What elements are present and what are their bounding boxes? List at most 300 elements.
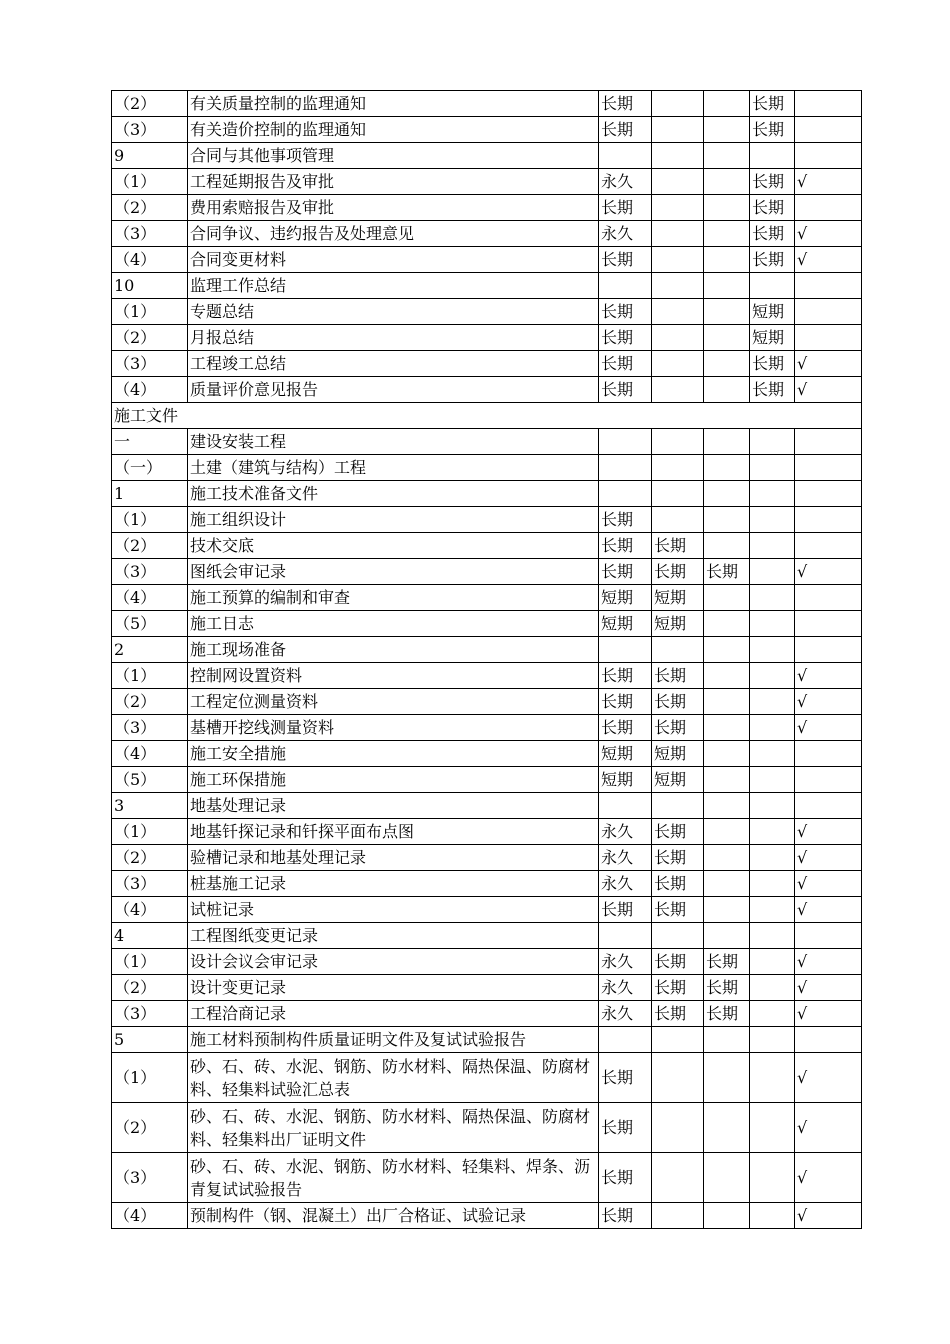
row-number: （2） — [112, 195, 188, 221]
retention-period-cell — [704, 611, 750, 637]
document-title: 施工材料预制构件质量证明文件及复试试验报告 — [188, 1027, 599, 1053]
retention-period-cell: 长期 — [750, 247, 795, 273]
archive-check-mark — [795, 507, 862, 533]
row-number: （1） — [112, 949, 188, 975]
retention-period-cell: 长期 — [599, 299, 652, 325]
row-number: （3） — [112, 1153, 188, 1203]
retention-period-cell — [652, 507, 704, 533]
retention-period-cell — [750, 715, 795, 741]
document-title: 工程竣工总结 — [188, 351, 599, 377]
retention-period-cell — [704, 1027, 750, 1053]
archive-check-mark: √ — [795, 845, 862, 871]
archive-check-mark — [795, 91, 862, 117]
archive-check-mark: √ — [795, 559, 862, 585]
table-row — [112, 1203, 862, 1229]
table-row — [112, 1027, 862, 1053]
retention-period-cell: 长期 — [704, 1001, 750, 1027]
row-number: （1） — [112, 507, 188, 533]
retention-period-cell — [599, 429, 652, 455]
table-row — [112, 221, 862, 247]
document-title: 施工技术准备文件 — [188, 481, 599, 507]
retention-period-cell — [704, 1203, 750, 1229]
archive-check-mark — [795, 481, 862, 507]
retention-period-cell — [750, 975, 795, 1001]
retention-period-cell: 短期 — [599, 611, 652, 637]
retention-period-cell — [704, 793, 750, 819]
retention-period-cell: 长期 — [750, 221, 795, 247]
table-row — [112, 767, 862, 793]
row-number: （5） — [112, 611, 188, 637]
retention-period-cell — [704, 221, 750, 247]
archive-check-mark — [795, 585, 862, 611]
table-row — [112, 1053, 862, 1103]
archive-check-mark — [795, 429, 862, 455]
table-row — [112, 299, 862, 325]
retention-period-cell: 永久 — [599, 169, 652, 195]
table-row — [112, 1153, 862, 1203]
table-row — [112, 585, 862, 611]
retention-period-cell — [750, 741, 795, 767]
retention-period-cell — [652, 923, 704, 949]
retention-period-cell — [599, 455, 652, 481]
archive-check-mark: √ — [795, 871, 862, 897]
table-row — [112, 377, 862, 403]
row-number: （4） — [112, 377, 188, 403]
document-title: 施工组织设计 — [188, 507, 599, 533]
retention-period-cell: 长期 — [652, 949, 704, 975]
archive-check-mark: √ — [795, 663, 862, 689]
retention-period-cell — [750, 845, 795, 871]
row-number: （1） — [112, 299, 188, 325]
row-number: 1 — [112, 481, 188, 507]
table-row — [112, 1103, 862, 1153]
document-title: 土建（建筑与结构）工程 — [188, 455, 599, 481]
retention-period-cell: 长期 — [704, 975, 750, 1001]
row-number: （一） — [112, 455, 188, 481]
document-title: 桩基施工记录 — [188, 871, 599, 897]
archive-check-mark: √ — [795, 715, 862, 741]
retention-period-cell — [704, 143, 750, 169]
retention-period-cell: 长期 — [599, 195, 652, 221]
retention-period-cell — [652, 247, 704, 273]
retention-period-cell — [599, 1027, 652, 1053]
retention-period-cell — [652, 377, 704, 403]
row-number: （4） — [112, 247, 188, 273]
retention-period-cell — [704, 637, 750, 663]
retention-period-cell — [750, 1053, 795, 1103]
archive-check-mark — [795, 741, 862, 767]
retention-period-cell — [704, 663, 750, 689]
document-title: 质量评价意见报告 — [188, 377, 599, 403]
row-number: （3） — [112, 871, 188, 897]
row-number: （2） — [112, 1103, 188, 1153]
archive-check-mark — [795, 533, 862, 559]
retention-period-cell — [652, 299, 704, 325]
table-row — [112, 845, 862, 871]
table-row — [112, 351, 862, 377]
document-title: 合同变更材料 — [188, 247, 599, 273]
retention-period-cell: 长期 — [599, 533, 652, 559]
archive-check-mark: √ — [795, 247, 862, 273]
document-title: 有关质量控制的监理通知 — [188, 91, 599, 117]
retention-period-cell: 短期 — [652, 611, 704, 637]
retention-period-cell — [704, 689, 750, 715]
retention-period-cell: 长期 — [750, 117, 795, 143]
row-number: 9 — [112, 143, 188, 169]
section-heading: 施工文件 — [112, 403, 862, 429]
archive-check-mark: √ — [795, 689, 862, 715]
table-row — [112, 117, 862, 143]
table-row — [112, 637, 862, 663]
retention-period-cell — [750, 689, 795, 715]
document-title: 预制构件（钢、混凝土）出厂合格证、试验记录 — [188, 1203, 599, 1229]
document-title: 设计变更记录 — [188, 975, 599, 1001]
retention-period-cell — [704, 741, 750, 767]
retention-period-cell — [704, 273, 750, 299]
archive-check-mark: √ — [795, 897, 862, 923]
row-number: （3） — [112, 1001, 188, 1027]
retention-period-cell: 长期 — [652, 663, 704, 689]
retention-period-cell — [750, 1027, 795, 1053]
retention-period-cell — [750, 559, 795, 585]
retention-period-cell — [652, 117, 704, 143]
retention-period-cell — [750, 1203, 795, 1229]
retention-period-cell — [599, 637, 652, 663]
archive-check-mark: √ — [795, 1203, 862, 1229]
retention-period-cell — [652, 637, 704, 663]
retention-period-cell — [704, 507, 750, 533]
archive-check-mark: √ — [795, 169, 862, 195]
row-number: 一 — [112, 429, 188, 455]
retention-period-cell — [750, 871, 795, 897]
retention-period-cell — [652, 273, 704, 299]
retention-period-cell: 短期 — [599, 741, 652, 767]
table-row — [112, 741, 862, 767]
retention-period-cell — [704, 325, 750, 351]
archive-check-mark — [795, 143, 862, 169]
table-row — [112, 611, 862, 637]
table-row — [112, 819, 862, 845]
retention-period-cell — [652, 91, 704, 117]
retention-period-cell: 长期 — [599, 715, 652, 741]
document-title: 施工预算的编制和审查 — [188, 585, 599, 611]
retention-period-cell: 永久 — [599, 819, 652, 845]
retention-period-cell — [652, 1203, 704, 1229]
table-row — [112, 273, 862, 299]
retention-period-cell — [704, 1153, 750, 1203]
document-title: 工程图纸变更记录 — [188, 923, 599, 949]
retention-period-cell — [704, 845, 750, 871]
document-title: 验槽记录和地基处理记录 — [188, 845, 599, 871]
retention-period-cell — [750, 273, 795, 299]
retention-period-cell: 长期 — [599, 1103, 652, 1153]
retention-period-cell — [599, 273, 652, 299]
row-number: 2 — [112, 637, 188, 663]
archive-check-mark — [795, 793, 862, 819]
row-number: （4） — [112, 741, 188, 767]
retention-period-cell: 永久 — [599, 975, 652, 1001]
retention-period-cell — [750, 793, 795, 819]
document-title: 基槽开挖线测量资料 — [188, 715, 599, 741]
retention-period-cell: 永久 — [599, 845, 652, 871]
document-title: 工程延期报告及审批 — [188, 169, 599, 195]
retention-period-cell: 长期 — [750, 351, 795, 377]
archive-check-mark: √ — [795, 351, 862, 377]
archive-check-mark: √ — [795, 1053, 862, 1103]
retention-period-cell: 长期 — [652, 819, 704, 845]
retention-period-cell — [704, 1053, 750, 1103]
document-title: 专题总结 — [188, 299, 599, 325]
document-title: 图纸会审记录 — [188, 559, 599, 585]
retention-period-cell — [750, 533, 795, 559]
retention-period-cell — [652, 1027, 704, 1053]
document-title: 施工安全措施 — [188, 741, 599, 767]
retention-period-cell — [704, 351, 750, 377]
retention-period-cell — [704, 923, 750, 949]
table-row — [112, 715, 862, 741]
document-title: 月报总结 — [188, 325, 599, 351]
row-number: 3 — [112, 793, 188, 819]
document-title: 工程洽商记录 — [188, 1001, 599, 1027]
document-title: 砂、石、砖、水泥、钢筋、防水材料、隔热保温、防腐材料、轻集料试验汇总表 — [188, 1053, 599, 1103]
archive-retention-table — [111, 90, 862, 1229]
document-title: 工程定位测量资料 — [188, 689, 599, 715]
retention-period-cell: 长期 — [599, 897, 652, 923]
row-number: （3） — [112, 351, 188, 377]
table-row — [112, 247, 862, 273]
retention-period-cell: 长期 — [704, 559, 750, 585]
table-row — [112, 455, 862, 481]
table-row — [112, 169, 862, 195]
retention-period-cell: 长期 — [652, 559, 704, 585]
retention-period-cell — [704, 767, 750, 793]
archive-check-mark: √ — [795, 377, 862, 403]
retention-period-cell — [750, 663, 795, 689]
retention-period-cell — [750, 143, 795, 169]
retention-period-cell: 长期 — [652, 533, 704, 559]
retention-period-cell — [652, 793, 704, 819]
archive-check-mark — [795, 195, 862, 221]
table-row — [112, 325, 862, 351]
document-title: 合同与其他事项管理 — [188, 143, 599, 169]
row-number: （5） — [112, 767, 188, 793]
retention-period-cell: 永久 — [599, 871, 652, 897]
retention-period-cell: 短期 — [750, 325, 795, 351]
table-row — [112, 663, 862, 689]
retention-period-cell: 长期 — [652, 1001, 704, 1027]
archive-check-mark: √ — [795, 975, 862, 1001]
archive-check-mark: √ — [795, 1001, 862, 1027]
retention-period-cell — [652, 1053, 704, 1103]
retention-period-cell: 长期 — [652, 897, 704, 923]
retention-period-cell — [652, 351, 704, 377]
retention-period-cell — [599, 793, 652, 819]
retention-period-cell — [652, 1153, 704, 1203]
archive-check-mark: √ — [795, 819, 862, 845]
document-title: 技术交底 — [188, 533, 599, 559]
retention-period-cell: 长期 — [750, 377, 795, 403]
retention-period-cell — [750, 481, 795, 507]
document-title: 控制网设置资料 — [188, 663, 599, 689]
retention-period-cell: 永久 — [599, 1001, 652, 1027]
archive-check-mark — [795, 273, 862, 299]
document-title: 砂、石、砖、水泥、钢筋、防水材料、轻集料、焊条、沥青复试试验报告 — [188, 1153, 599, 1203]
table-row — [112, 429, 862, 455]
archive-check-mark — [795, 455, 862, 481]
retention-period-cell: 长期 — [599, 325, 652, 351]
table-row — [112, 91, 862, 117]
document-title: 设计会议会审记录 — [188, 949, 599, 975]
retention-period-cell — [704, 169, 750, 195]
table-row — [112, 481, 862, 507]
retention-period-cell — [750, 767, 795, 793]
table-row — [112, 1001, 862, 1027]
table-row — [112, 143, 862, 169]
document-title: 地基钎探记录和钎探平面布点图 — [188, 819, 599, 845]
document-title: 建设安装工程 — [188, 429, 599, 455]
retention-period-cell: 长期 — [704, 949, 750, 975]
retention-period-cell — [750, 585, 795, 611]
row-number: 5 — [112, 1027, 188, 1053]
retention-period-cell — [704, 715, 750, 741]
document-title: 砂、石、砖、水泥、钢筋、防水材料、隔热保温、防腐材料、轻集料出厂证明文件 — [188, 1103, 599, 1153]
row-number: （1） — [112, 819, 188, 845]
retention-period-cell: 长期 — [599, 377, 652, 403]
document-title: 地基处理记录 — [188, 793, 599, 819]
retention-period-cell — [704, 871, 750, 897]
table-row — [112, 897, 862, 923]
retention-period-cell: 长期 — [599, 117, 652, 143]
row-number: （2） — [112, 975, 188, 1001]
retention-period-cell — [652, 221, 704, 247]
retention-period-cell — [750, 949, 795, 975]
row-number: （2） — [112, 845, 188, 871]
retention-period-cell — [599, 923, 652, 949]
retention-period-cell — [704, 1103, 750, 1153]
retention-period-cell: 短期 — [652, 585, 704, 611]
document-title: 试桩记录 — [188, 897, 599, 923]
retention-period-cell: 长期 — [599, 1153, 652, 1203]
row-number: （2） — [112, 689, 188, 715]
retention-period-cell — [704, 377, 750, 403]
row-number: （3） — [112, 117, 188, 143]
row-number: （3） — [112, 715, 188, 741]
retention-period-cell: 长期 — [652, 715, 704, 741]
row-number: （1） — [112, 1053, 188, 1103]
archive-check-mark: √ — [795, 221, 862, 247]
retention-period-cell — [704, 481, 750, 507]
archive-check-mark: √ — [795, 1153, 862, 1203]
retention-period-cell — [704, 533, 750, 559]
retention-period-cell — [704, 897, 750, 923]
document-title: 施工日志 — [188, 611, 599, 637]
table-row — [112, 975, 862, 1001]
row-number: （1） — [112, 663, 188, 689]
retention-period-cell: 短期 — [652, 767, 704, 793]
retention-period-cell — [599, 143, 652, 169]
row-number: （2） — [112, 91, 188, 117]
retention-period-cell — [704, 429, 750, 455]
retention-period-cell — [599, 481, 652, 507]
retention-period-cell: 长期 — [599, 689, 652, 715]
retention-period-cell: 长期 — [750, 91, 795, 117]
row-number: （2） — [112, 325, 188, 351]
document-title: 费用索赔报告及审批 — [188, 195, 599, 221]
retention-period-cell: 短期 — [599, 767, 652, 793]
retention-period-cell — [750, 819, 795, 845]
retention-period-cell — [704, 585, 750, 611]
archive-check-mark — [795, 1027, 862, 1053]
row-number: （1） — [112, 169, 188, 195]
retention-period-cell: 长期 — [750, 169, 795, 195]
retention-period-cell: 长期 — [652, 871, 704, 897]
retention-period-cell: 长期 — [599, 1053, 652, 1103]
row-number: （4） — [112, 1203, 188, 1229]
retention-period-cell: 长期 — [599, 91, 652, 117]
retention-period-cell: 长期 — [652, 975, 704, 1001]
row-number: 10 — [112, 273, 188, 299]
retention-period-cell — [750, 923, 795, 949]
retention-period-cell — [750, 1001, 795, 1027]
row-number: （2） — [112, 533, 188, 559]
retention-period-cell — [750, 1103, 795, 1153]
archive-check-mark — [795, 611, 862, 637]
row-number: （4） — [112, 897, 188, 923]
table-row — [112, 559, 862, 585]
table-row — [112, 923, 862, 949]
retention-period-cell: 永久 — [599, 221, 652, 247]
table-row — [112, 871, 862, 897]
retention-period-cell: 长期 — [599, 351, 652, 377]
document-title: 合同争议、违约报告及处理意见 — [188, 221, 599, 247]
retention-period-cell: 短期 — [652, 741, 704, 767]
archive-check-mark — [795, 923, 862, 949]
retention-period-cell — [750, 897, 795, 923]
retention-period-cell: 短期 — [750, 299, 795, 325]
row-number: 4 — [112, 923, 188, 949]
retention-period-cell — [750, 637, 795, 663]
retention-period-cell — [652, 325, 704, 351]
table-row — [112, 195, 862, 221]
retention-period-cell — [750, 507, 795, 533]
table-row — [112, 689, 862, 715]
retention-period-cell: 短期 — [599, 585, 652, 611]
retention-period-cell — [652, 195, 704, 221]
retention-period-cell — [652, 1103, 704, 1153]
row-number: （3） — [112, 559, 188, 585]
retention-period-cell — [652, 429, 704, 455]
retention-period-cell — [704, 195, 750, 221]
retention-period-cell: 长期 — [599, 1203, 652, 1229]
retention-period-cell — [750, 429, 795, 455]
retention-period-cell: 长期 — [599, 663, 652, 689]
retention-period-cell — [704, 117, 750, 143]
retention-period-cell: 长期 — [652, 845, 704, 871]
archive-check-mark — [795, 767, 862, 793]
table-row — [112, 403, 862, 429]
retention-period-cell — [750, 1153, 795, 1203]
retention-period-cell — [750, 455, 795, 481]
table-row — [112, 533, 862, 559]
retention-period-cell: 长期 — [599, 507, 652, 533]
retention-period-cell — [704, 819, 750, 845]
retention-period-cell — [750, 611, 795, 637]
retention-period-cell — [704, 455, 750, 481]
retention-period-cell — [704, 91, 750, 117]
retention-period-cell — [652, 169, 704, 195]
retention-period-cell — [652, 455, 704, 481]
document-title: 有关造价控制的监理通知 — [188, 117, 599, 143]
